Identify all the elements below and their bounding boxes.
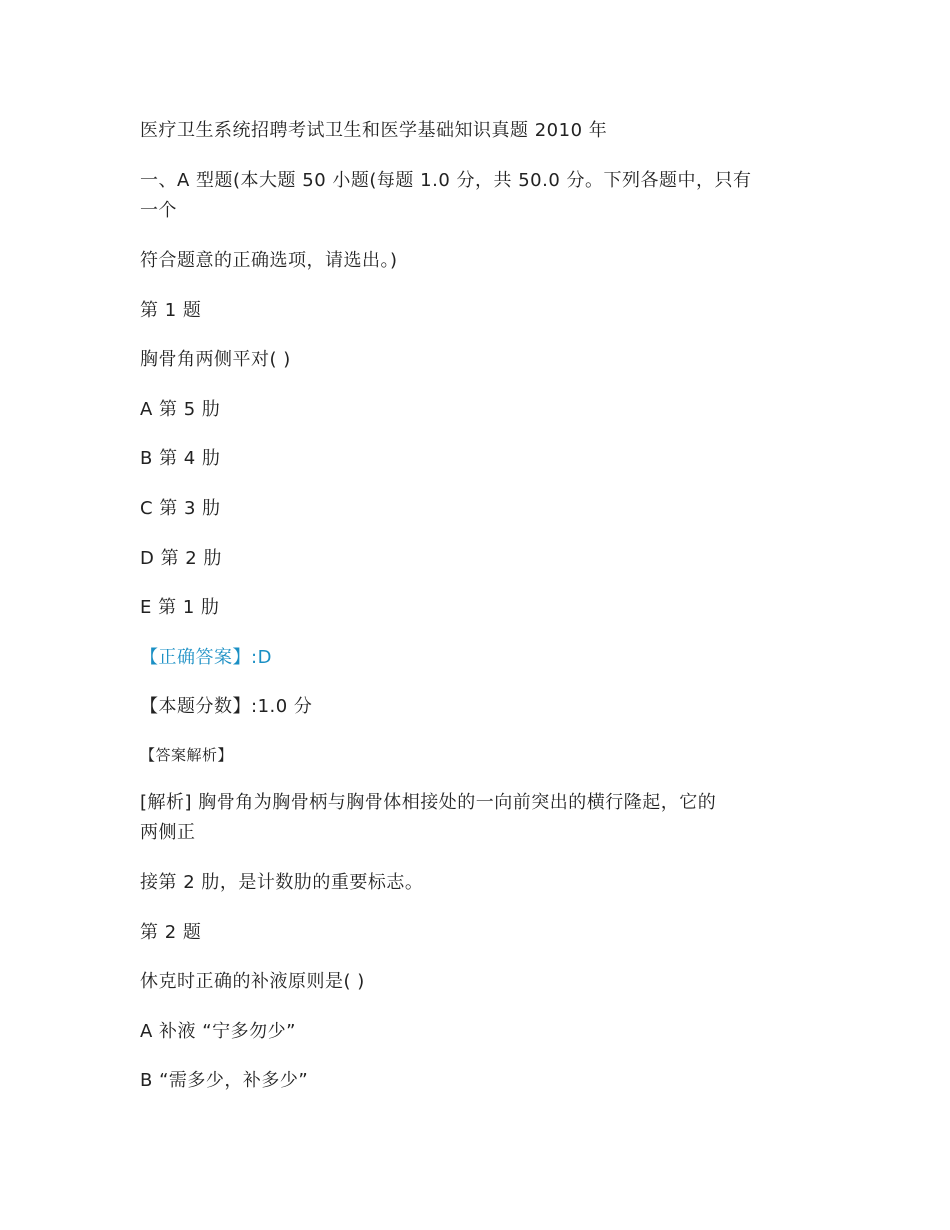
question-1-correct-answer: 【正确答案】:D xyxy=(140,647,272,668)
question-1-option-e: E 第 1 肋 xyxy=(140,597,220,618)
question-1-option-c: C 第 3 肋 xyxy=(140,498,221,519)
question-1-option-a: A 第 5 肋 xyxy=(140,399,221,420)
document-title: 医疗卫生系统招聘考试卫生和医学基础知识真题 2010 年 xyxy=(140,120,608,141)
question-1-option-d: D 第 2 肋 xyxy=(140,548,222,569)
question-1-number: 第 1 题 xyxy=(140,300,202,321)
question-1-analysis-line-2: 两侧正 xyxy=(140,822,196,843)
question-1-option-b: B 第 4 肋 xyxy=(140,448,221,469)
section-header-line-3: 符合题意的正确选项，请选出。) xyxy=(140,250,398,271)
question-2-option-a: A 补液 “宁多勿少” xyxy=(140,1021,296,1042)
section-header-line-1: 一、A 型题(本大题 50 小题(每题 1.0 分，共 50.0 分。下列各题中，只有 xyxy=(140,170,752,191)
question-1-score: 【本题分数】:1.0 分 xyxy=(140,696,313,717)
question-1-analysis-line-1: [解析] 胸骨角为胸骨柄与胸骨体相接处的一向前突出的横行隆起，它的 xyxy=(140,792,717,813)
section-header-line-2: 一个 xyxy=(140,200,177,221)
question-2-option-b: B “需多少，补多少” xyxy=(140,1070,309,1091)
question-1-stem: 胸骨角两侧平对( ) xyxy=(140,349,291,370)
question-1-analysis-line-3: 接第 2 肋，是计数肋的重要标志。 xyxy=(140,872,424,893)
question-1-analysis-header: 【答案解析】 xyxy=(140,746,234,764)
question-2-number: 第 2 题 xyxy=(140,922,202,943)
question-2-stem: 休克时正确的补液原则是( ) xyxy=(140,971,365,992)
